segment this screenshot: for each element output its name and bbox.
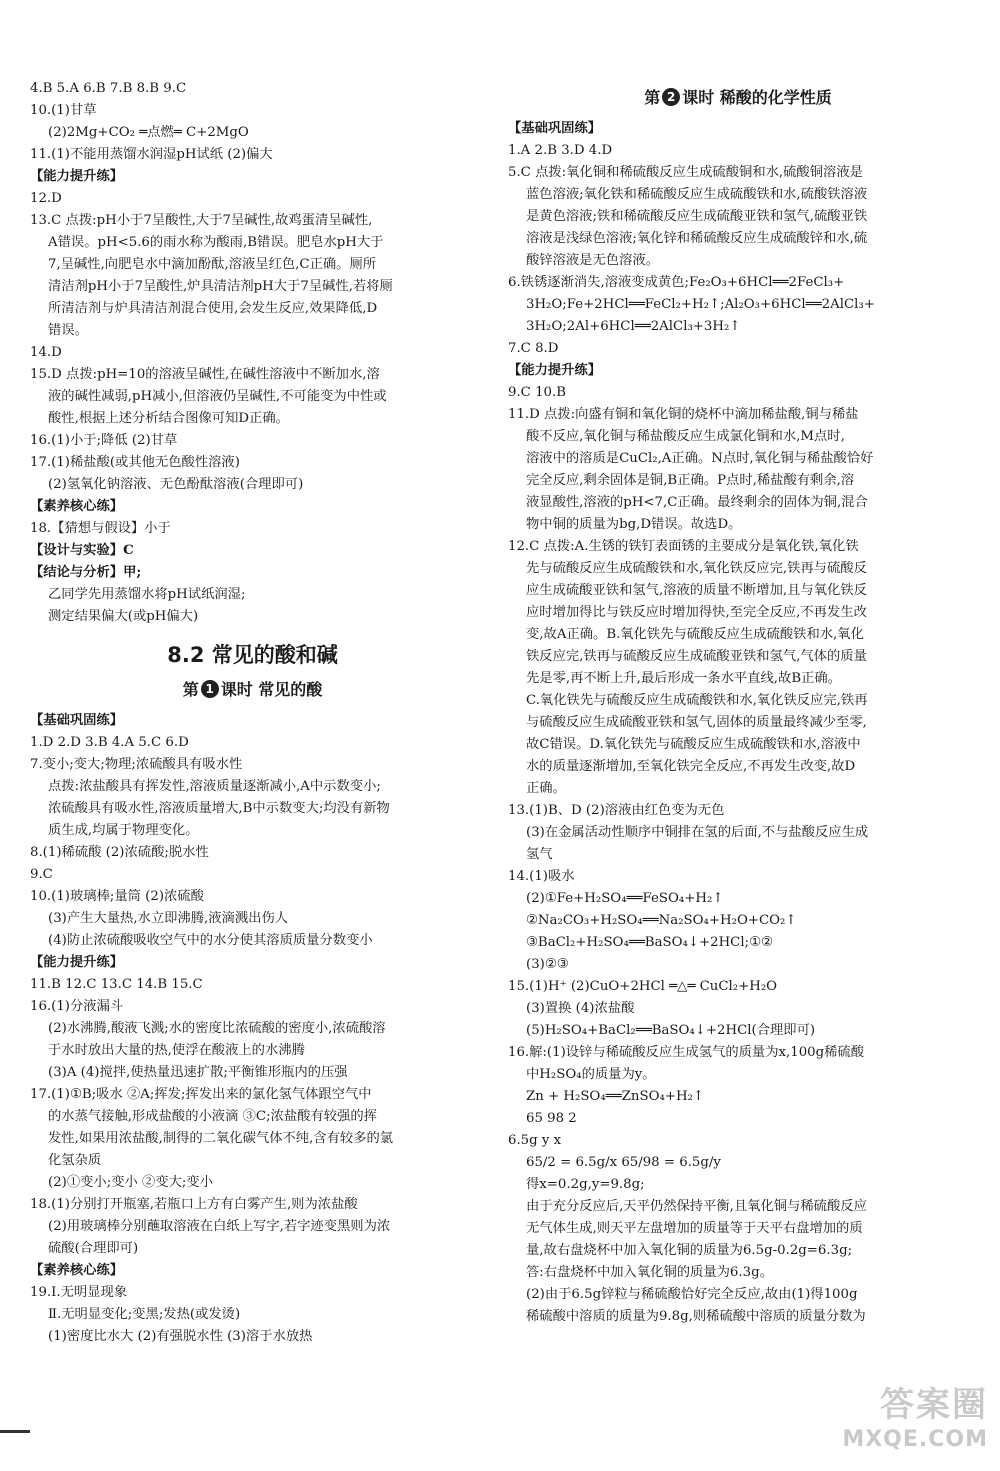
answer-line: 【能力提升练】 [30,955,124,970]
answer-line: 65/2 = 6.5g/x 65/98 = 6.5g/y [526,1155,721,1170]
answer-line: (3)置换 (4)浓盐酸 [526,1001,635,1016]
answer-line: 测定结果偏大(或pH偏大) [48,609,199,624]
answer-line: (2)由于6.5g锌粒与稀硫酸恰好完全反应,故由(1)得100g [526,1287,858,1302]
lesson-number-badge: 2 [662,88,680,106]
answer-line: 故C错误。D.氧化铁先与硫酸反应生成硫酸铁和水,溶液中 [526,737,861,752]
answer-line: 清洁剂pH小于7呈酸性,炉具清洁剂pH大于7呈碱性,若将厕 [48,279,393,294]
answer-line: 18.(1)分别打开瓶塞,若瓶口上方有白雾产生,则为浓盐酸 [30,1197,358,1212]
answer-line: 应时增加得比与铁反应时增加得快,至完全反应,不再发生改 [526,605,867,620]
answer-line: (2)2Mg+CO₂ ═点燃═ C+2MgO [48,125,249,140]
answer-line: 于水时放出大量的热,使浮在酸液上的水沸腾 [48,1043,305,1058]
answer-line: 7,呈碱性,向肥皂水中滴加酚酞,溶液呈红色,C正确。厕所 [48,257,377,272]
answer-line: (1)密度比水大 (2)有强脱水性 (3)溶于水放热 [48,1329,313,1344]
answer-line: 化氢杂质 [48,1153,102,1168]
answer-line: 【结论与分析】甲; [30,565,142,580]
answer-line: Ⅱ.无明显变化;变黑;发热(或发烫) [48,1307,241,1322]
answer-line: 乙同学先用蒸馏水将pH试纸润湿; [48,587,246,602]
answer-line: 量,故右盘烧杯中加入氧化铜的质量为6.5g-0.2g=6.3g; [526,1243,853,1258]
answer-line: 【素养核心练】 [30,499,124,514]
answer-line: 物中铜的质量为bg,D错误。故选D。 [526,517,742,532]
lesson-1-heading [30,676,475,704]
answer-line: (3)②③ [526,957,569,972]
answer-line: 由于充分反应后,天平仍然保持平衡,且氧化铜与稀硫酸反应 [526,1199,867,1214]
answer-line: 13.(1)B、D (2)溶液由红色变为无色 [508,803,725,818]
right-answer-block [508,118,968,1328]
answer-line: 14.(1)吸水 [508,869,575,884]
answer-line: 11.(1)不能用蒸馏水润湿pH试纸 (2)偏大 [30,147,273,162]
answer-line: 错误。 [48,323,88,338]
answer-line: A错误。pH<5.6的雨水称为酸雨,B错误。肥皂水pH大于 [48,235,384,250]
answer-line: 完全反应,剩余固体是铜,B正确。P点时,稀盐酸有剩余,溶 [526,473,855,488]
answer-line: 硫酸(合理即可) [48,1241,139,1256]
answer-line: 1.D 2.D 3.B 4.A 5.C 6.D [30,735,189,750]
answer-line: (3)A (4)搅拌,使热量迅速扩散;平衡锥形瓶内的压强 [48,1065,348,1080]
answer-line: 水的质量逐渐增加,至氧化铁完全反应,不再发生改变,故D [526,759,856,774]
answer-line: 18.【猜想与假设】小于 [30,521,171,536]
answer-line: 14.D [30,345,62,360]
answer-line: 无气体生成,则天平左盘增加的质量等于天平右盘增加的质 [526,1221,863,1236]
lesson-2-heading [508,84,968,112]
answer-line: 【基础巩固练】 [508,121,602,136]
answer-line: 铁反应完,铁再与硫酸反应生成硫酸亚铁和氢气,气体的质量 [526,649,867,664]
answer-line: 65 98 2 [526,1111,577,1126]
answer-line: (2)水沸腾,酸液飞溅;水的密度比浓硫酸的密度小,浓硫酸溶 [48,1021,386,1036]
answer-line: 7.C 8.D [508,341,559,356]
left-answer-block-1 [30,78,475,628]
lesson-2-title: 课时 稀酸的化学性质 [682,88,832,107]
lesson-2-prefix: 第 [644,88,661,107]
answer-line: 1.A 2.B 3.D 4.D [508,143,613,158]
answer-line: 液显酸性,溶液的pH<7,C正确。最终剩余的固体为铜,混合 [526,495,868,510]
answer-line: 【素养核心练】 [30,1263,124,1278]
answer-line: ②Na₂CO₃+H₂SO₄══Na₂SO₄+H₂O+CO₂↑ [526,913,797,928]
watermark-bottom: MXQE.COM [842,1427,988,1452]
answer-line: 稀硫酸中溶质的质量为9.8g,则稀硫酸中溶质的质量分数为 [526,1309,866,1324]
answer-line: 【能力提升练】 [508,363,602,378]
answer-line: 16.(1)分液漏斗 [30,999,124,1014]
answer-line: 3H₂O;2Al+6HCl══2AlCl₃+3H₂↑ [526,319,741,334]
answer-line: 答:右盘烧杯中加入氧化铜的质量为6.3g。 [526,1265,773,1280]
answer-line: 应生成硫酸亚铁和氢气,溶液的质量不断增加,且与氧化铁反 [526,583,867,598]
answer-line: C.氧化铁先与硫酸反应生成硫酸铁和水,氧化铁反应完,铁再 [526,693,868,708]
answer-line: 中H₂SO₄的质量为y。 [526,1067,656,1082]
answer-line: 点拨:浓盐酸具有挥发性,溶液质量逐渐减小,A中示数变小; [48,779,381,794]
section-heading: 8.2 常见的酸和碱 [167,643,338,667]
answer-line: 【能力提升练】 [30,169,124,184]
lesson-1-title: 课时 常见的酸 [220,680,323,699]
answer-line: (3)在金属活动性顺序中铜排在氢的后面,不与盐酸反应生成 [526,825,869,840]
answer-line: 7.变小;变大;物理;浓硫酸具有吸水性 [30,757,243,772]
answer-line: 5.C 点拨:氧化铜和稀硫酸反应生成硫酸铜和水,硫酸铜溶液是 [508,165,863,180]
answer-line: 氢气 [526,847,553,862]
answer-line: 9.C [30,867,53,882]
answer-line: 的水蒸气接触,形成盐酸的小液滴 ③C;浓盐酸有较强的挥 [48,1109,377,1124]
answer-line: 12.C 点拨:A.生锈的铁钉表面锈的主要成分是氧化铁,氧化铁 [508,539,859,554]
answer-line: (2)用玻璃棒分别蘸取溶液在白纸上写字,若字迹变黑则为浓 [48,1219,391,1234]
answer-line: (4)防止浓硫酸吸收空气中的水分使其溶质质量分数变小 [48,933,373,948]
answer-line: 变,故A正确。B.氧化铁先与硫酸反应生成硫酸铁和水,氧化 [526,627,864,642]
answer-line: 酸性,根据上述分析结合图像可知D正确。 [48,411,289,426]
answer-line: 得x=0.2g,y=9.8g; [526,1177,645,1192]
answer-line: 17.(1)稀盐酸(或其他无色酸性溶液) [30,455,240,470]
answer-line: (2)①变小;变小 ②变大;变小 [48,1175,213,1190]
answer-line: 溶液中的溶质是CuCl₂,A正确。N点时,氧化铜与稀盐酸恰好 [526,451,874,466]
answer-line: Zn + H₂SO₄══ZnSO₄+H₂↑ [526,1089,705,1104]
answer-line: 4.B 5.A 6.B 7.B 8.B 9.C [30,81,187,96]
answer-line: 6.铁锈逐渐消失,溶液变成黄色;Fe₂O₃+6HCl══2FeCl₃+ [508,275,845,290]
answer-line: 是黄色溶液;铁和稀硫酸反应生成硫酸亚铁和氢气,硫酸亚铁 [526,209,868,224]
answer-line: 13.C 点拨:pH小于7呈酸性,大于7呈碱性,故鸡蛋清呈碱性, [30,213,373,228]
answer-line: 19.Ⅰ.无明显现象 [30,1285,128,1300]
answer-line: (2)氢氧化钠溶液、无色酚酞溶液(合理即可) [48,477,304,492]
answer-line: 浓硫酸具有吸水性,溶液质量增大,B中示数变大;均没有新物 [48,801,390,816]
answer-line: 3H₂O;Fe+2HCl══FeCl₂+H₂↑;Al₂O₃+6HCl══2AlCl₃+ [526,297,875,312]
answer-line: 先与硫酸反应生成硫酸铁和水,氧化铁反应完,铁再与硫酸反 [526,561,867,576]
answer-line: 16.解:(1)设锌与稀硫酸反应生成氢气的质量为x,100g稀硫酸 [508,1045,865,1060]
answer-line: 酸不反应,氧化铜与稀盐酸反应生成氯化铜和水,M点时, [526,429,845,444]
watermark-logo [778,1383,988,1463]
page-corner-rule [0,1430,30,1433]
answer-line: 11.D 点拨:向盛有铜和氧化铜的烧杯中滴加稀盐酸,铜与稀盐 [508,407,859,422]
lesson-1-prefix: 第 [182,680,199,699]
answer-line: 质生成,均属于物理变化。 [48,823,199,838]
answer-line: 【基础巩固练】 [30,713,124,728]
answer-line: 与硫酸反应生成硫酸亚铁和氢气,固体的质量最终减少至零, [526,715,867,730]
left-column [30,78,475,1348]
answer-line: 17.(1)①B;吸水 ②A;挥发;挥发出来的氯化氢气体跟空气中 [30,1087,372,1102]
answer-line: 10.(1)甘草 [30,103,97,118]
answer-line: 溶液是浅绿色溶液;氧化锌和稀硫酸反应生成硫酸锌和水,硫 [526,231,868,246]
watermark-top: 答案圈 [880,1385,988,1425]
answer-line: 蓝色溶液;氧化铁和稀硫酸反应生成硫酸铁和水,硫酸铁溶液 [526,187,868,202]
answer-line: 【设计与实验】C [30,543,134,558]
answer-line: 所清洁剂与炉具清洁剂混合使用,会发生反应,效果降低,D [48,301,378,316]
answer-line: 15.(1)H⁺ (2)CuO+2HCl ═△═ CuCl₂+H₂O [508,979,778,994]
left-answer-block-2 [30,710,475,1348]
answer-line: 液的碱性减弱,pH减小,但溶液仍呈碱性,不可能变为中性或 [48,389,387,404]
answer-line: 6.5g y x [508,1133,562,1148]
answer-line: 9.C 10.B [508,385,567,400]
answer-line: ③BaCl₂+H₂SO₄══BaSO₄↓+2HCl;①② [526,935,773,950]
answer-line: 15.D 点拨:pH=10的溶液呈碱性,在碱性溶液中不断加水,溶 [30,367,380,382]
answer-line: 发性,如果用浓盐酸,制得的二氧化碳气体不纯,含有较多的氯 [48,1131,394,1146]
answer-line: 酸锌溶液是无色溶液。 [526,253,659,268]
answer-line: 11.B 12.C 13.C 14.B 15.C [30,977,203,992]
answer-line: (5)H₂SO₄+BaCl₂══BaSO₄↓+2HCl(合理即可) [526,1023,816,1038]
answer-line: 先是零,再不断上升,最后形成一条水平直线,故B正确。 [526,671,841,686]
answer-line: 10.(1)玻璃棒;量筒 (2)浓硫酸 [30,889,204,904]
answer-line: 12.D [30,191,62,206]
answer-line: (3)产生大量热,水立即沸腾,液滴溅出伤人 [48,911,289,926]
answer-line: 正确。 [526,781,566,796]
answer-line: 8.(1)稀硫酸 (2)浓硫酸;脱水性 [30,845,209,860]
answer-line: 16.(1)小于;降低 (2)甘草 [30,433,178,448]
answer-line: (2)①Fe+H₂SO₄══FeSO₄+H₂↑ [526,891,724,906]
right-column [508,88,968,1328]
lesson-number-badge: 1 [201,680,219,698]
